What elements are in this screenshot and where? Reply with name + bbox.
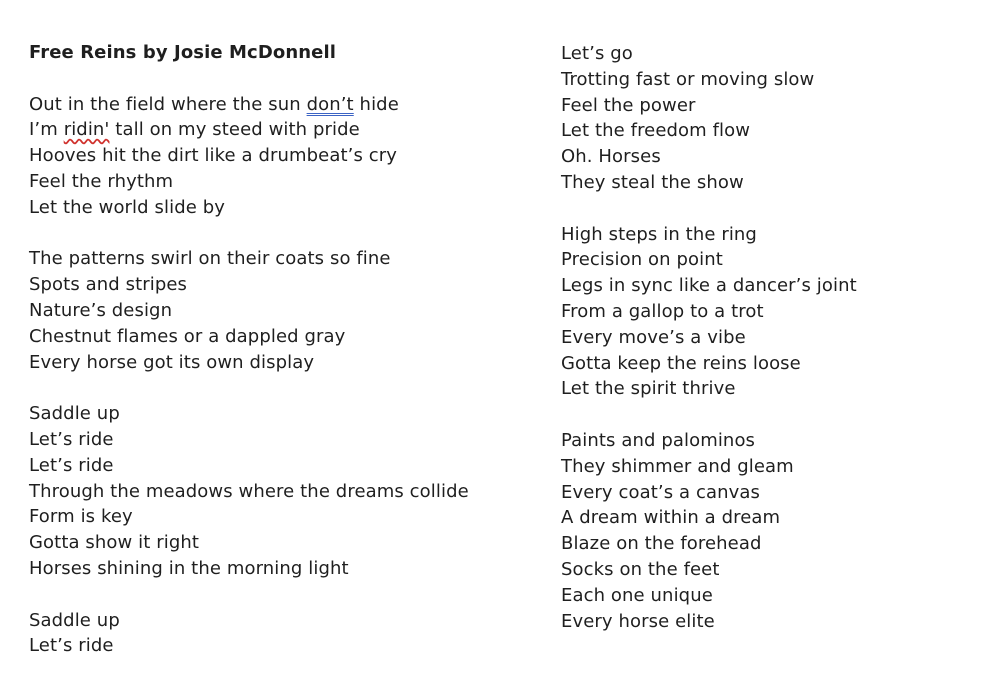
poem-line: Blaze on the forehead: [561, 533, 762, 555]
poem-line: Saddle up: [29, 403, 120, 425]
poem-line: Let the freedom flow: [561, 120, 751, 142]
blank-line: [29, 66, 489, 92]
left-column: [29, 40, 489, 659]
poem-line: Precision on point: [561, 249, 723, 271]
poem-line: Every coat’s a canvas: [561, 481, 760, 503]
poem-line: Let’s ride: [29, 454, 114, 476]
poem-line: Paints and palominos: [561, 429, 756, 451]
poem-line: Every horse got its own display: [29, 351, 315, 373]
poem-line: Oh. Horses: [561, 146, 661, 168]
spelling-flagged-word[interactable]: ridin': [63, 119, 110, 141]
poem-line: Gotta show it right: [29, 532, 200, 554]
poem-line: Nature’s design: [29, 299, 173, 321]
poem-line: From a gallop to a trot: [561, 300, 764, 322]
poem-line: Gotta keep the reins loose: [561, 352, 801, 374]
poem-line: Let the spirit thrive: [561, 378, 736, 400]
poem-line: Every horse elite: [561, 610, 715, 632]
right-column: [561, 41, 1000, 634]
poem-line: Hooves hit the dirt like a drumbeat’s cry: [29, 145, 398, 167]
poem-line: Saddle up: [29, 609, 120, 631]
poem-line: Spots and stripes: [29, 274, 188, 296]
poem-line: Let the world slide by: [29, 196, 225, 218]
poem-line: Let’s ride: [29, 428, 114, 450]
poem-line: Feel the rhythm: [29, 170, 174, 192]
poem-line: A dream within a dream: [561, 507, 781, 529]
blank-line: [29, 375, 489, 401]
poem-line: [29, 117, 489, 143]
text-segment: I’m: [29, 119, 64, 141]
poem-line: Each one unique: [561, 584, 713, 606]
poem-line: Feel the power: [561, 94, 696, 116]
blank-line: [29, 221, 489, 247]
poem-line: Form is key: [29, 506, 133, 528]
blank-line: [29, 582, 489, 608]
poem-line: Trotting fast or moving slow: [561, 68, 815, 90]
poem-line: They steal the show: [561, 171, 744, 193]
poem-line: The patterns swirl on their coats so fine: [29, 248, 391, 270]
poem-line: They shimmer and gleam: [561, 455, 794, 477]
poem-line: Horses shining in the morning light: [29, 557, 349, 579]
grammar-flagged-word[interactable]: don’t: [306, 93, 354, 115]
poem-line: Through the meadows where the dreams collide: [29, 480, 469, 502]
text-segment: tall on my steed with pride: [109, 119, 360, 141]
poem-line: Chestnut flames or a dappled gray: [29, 325, 346, 347]
poem-line: Let’s ride: [29, 635, 114, 657]
text-segment: Out in the field where the sun: [29, 93, 307, 115]
poem-line: Legs in sync like a dancer’s joint: [561, 275, 857, 297]
poem-line: High steps in the ring: [561, 223, 757, 245]
poem-line: Socks on the feet: [561, 558, 720, 580]
poem-title: Free Reins by Josie McDonnell: [29, 42, 337, 63]
blank-line: [561, 402, 1000, 428]
blank-line: [561, 196, 1000, 222]
poem-line: [29, 92, 489, 118]
poem-line: Let’s go: [561, 43, 633, 64]
poem-line: Every move’s a vibe: [561, 326, 746, 348]
text-segment: hide: [353, 93, 399, 115]
